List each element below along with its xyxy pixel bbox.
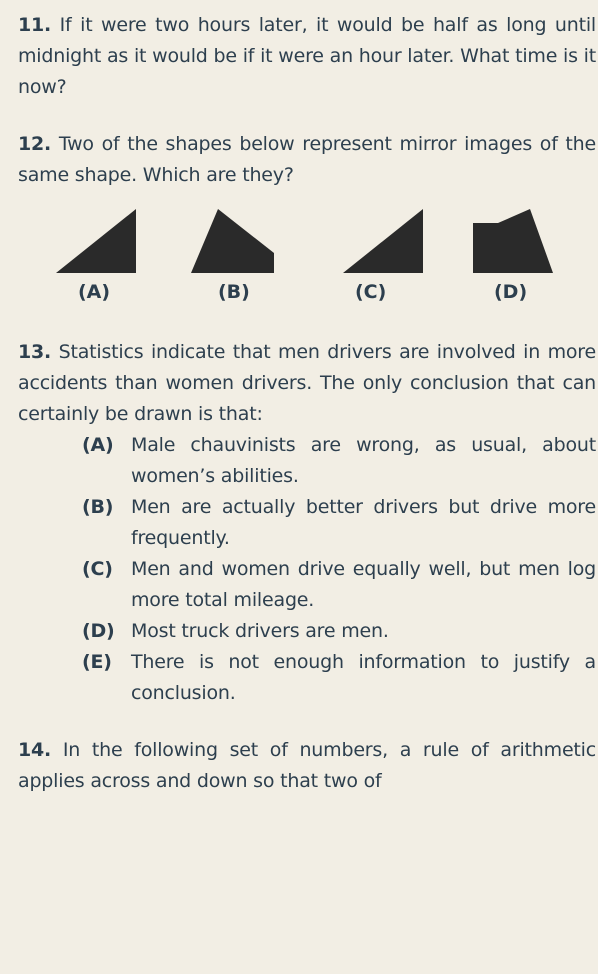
- question-13-text: Statistics indicate that men drivers are involved in more accidents than women drivers. The only conclusion that can certainly be drawn is that:: [18, 341, 596, 425]
- option-b-text: Men are actually better drivers but drive more frequently.: [131, 496, 596, 549]
- question-11: [18, 10, 596, 103]
- option-c: [18, 554, 596, 616]
- question-11-text: If it were two hours later, it would be half as long until midnight as it would be if it were an hour later. What time is it now?: [18, 14, 596, 98]
- question-13: [18, 337, 596, 430]
- option-b: [18, 492, 596, 554]
- shape-labels: [18, 281, 596, 315]
- shape-c: [343, 209, 423, 273]
- shape-label-a: (A): [78, 281, 111, 303]
- question-13-number: 13.: [18, 341, 52, 363]
- question-14-number: 14.: [18, 739, 52, 761]
- question-14: [18, 735, 596, 797]
- question-13-options: [18, 430, 596, 709]
- question-14-text: In the following set of numbers, a rule of arithmetic applies across and down so that two of: [18, 739, 597, 792]
- shape-b: [191, 209, 274, 273]
- question-12: [18, 129, 596, 191]
- option-e-text: There is not enough information to justify a conclusion.: [131, 651, 596, 704]
- question-12-text: Two of the shapes below represent mirror images of the same shape. Which are they?: [18, 133, 597, 186]
- shape-label-c: (C): [355, 281, 387, 303]
- option-a: [18, 430, 596, 492]
- option-d: [18, 616, 596, 647]
- option-b-letter: (B): [82, 496, 114, 518]
- shape-d: [473, 209, 553, 273]
- shapes-figure: [18, 207, 596, 281]
- question-12-number: 12.: [18, 133, 52, 155]
- shape-label-b: (B): [218, 281, 250, 303]
- option-c-letter: (C): [82, 558, 113, 580]
- shape-a: [56, 209, 136, 273]
- option-a-letter: (A): [82, 434, 114, 456]
- option-e-letter: (E): [82, 651, 112, 673]
- option-d-letter: (D): [82, 620, 115, 642]
- question-11-number: 11.: [18, 14, 52, 36]
- option-e: [18, 647, 596, 709]
- option-c-text: Men and women drive equally well, but men log more total mileage.: [131, 558, 596, 611]
- page: [18, 10, 596, 797]
- option-d-text: Most truck drivers are men.: [131, 620, 389, 642]
- shape-label-d: (D): [494, 281, 528, 303]
- shapes-row: [18, 207, 596, 281]
- option-a-text: Male chauvinists are wrong, as usual, about women’s abilities.: [131, 434, 596, 487]
